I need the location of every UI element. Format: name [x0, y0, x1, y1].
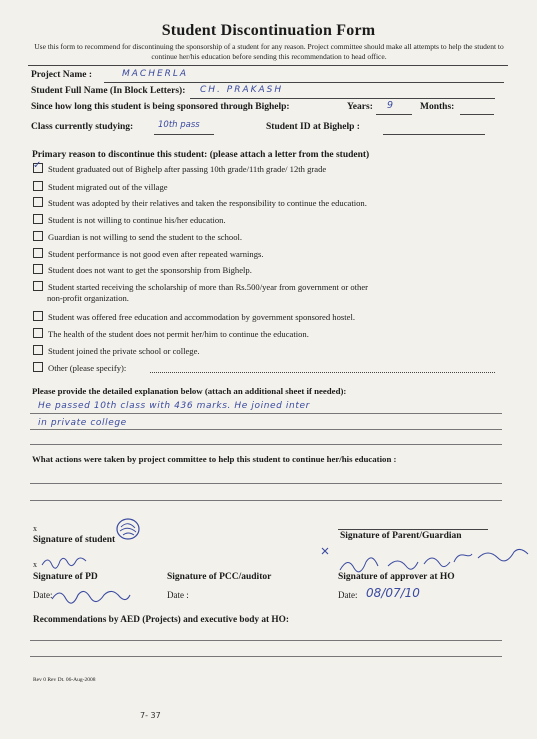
student-id-label: Student ID at Bighelp : [266, 122, 360, 132]
pd-signature-label: Signature of PD [33, 572, 98, 582]
explanation-label: Please provide the detailed explanation below (attach an additional sheet if needed): [32, 386, 347, 396]
reason-checkbox-private-school[interactable] [33, 345, 43, 355]
student-signature-label: Signature of student [33, 535, 116, 545]
student-name-line [190, 98, 495, 99]
reason-checkbox-migrated[interactable] [33, 181, 43, 191]
reason-label-no-sponsorship: Student does not want to get the sponsorship from Bighelp. [48, 265, 252, 275]
explanation-line-2 [30, 429, 502, 430]
explanation-text-2: in private college [38, 418, 127, 428]
reason-checkbox-hostel[interactable] [33, 311, 43, 321]
years-value: 9 [387, 100, 394, 111]
parent-signature-line [338, 529, 488, 530]
reason-not-willing [33, 214, 503, 226]
class-line [154, 134, 214, 135]
ho-date-value: 08/07/10 [366, 586, 420, 600]
recommendations-line-1 [30, 640, 502, 641]
pcc-signature-label: Signature of PCC/auditor [167, 572, 272, 582]
page-mark: 7- 37 [140, 711, 161, 720]
reason-guardian [33, 231, 503, 243]
reason-label-hostel: Student was offered free education and accommodation by government sponsored hostel. [48, 312, 355, 322]
explanation-text-1: He passed 10th class with 436 marks. He joined inter [38, 401, 310, 411]
class-label: Class currently studying: [31, 122, 134, 132]
actions-label: What actions were taken by project committee to help this student to continue her/his education : [32, 454, 397, 464]
actions-line-2 [30, 500, 502, 501]
actions-line-1 [30, 483, 502, 484]
project-name-line [104, 82, 504, 83]
ho-date-label: Date: [338, 590, 358, 600]
reason-label-other: Other (please specify): [48, 363, 127, 373]
reason-no-sponsorship [33, 264, 503, 276]
reason-performance [33, 248, 503, 260]
pd-date-label: Date: [33, 590, 53, 600]
approver-signature-label: Signature of approver at HO [338, 572, 455, 582]
reason-checkbox-scholarship[interactable] [33, 281, 43, 291]
reason-label-scholarship-cont: non-profit organization. [47, 293, 129, 303]
other-specify-line [150, 372, 495, 373]
student-thumb-stamp-icon [112, 515, 144, 543]
form-title: Student Discontinuation Form [161, 22, 376, 39]
student-x-mark: x [33, 524, 37, 533]
revision-note: Rev 0 Rev Dt. 06-Aug-2008 [33, 677, 96, 683]
form-intro: Use this form to recommend for discontinuing the sponsorship of a student for any reason. Project committee should make all attempts to help the student to continue her/his education before sending this recommendation to head office. [34, 42, 504, 61]
reason-checkbox-adopted[interactable] [33, 197, 43, 207]
student-id-line [383, 134, 485, 135]
reason-label-graduated: Student graduated out of Bighelp after passing 10th grade/11th grade/ 12th grade [48, 164, 327, 174]
sponsorship-duration-label: Since how long this student is being sponsored through Bighelp: [31, 102, 290, 112]
pd-date-scribble-icon [50, 585, 132, 607]
reason-migrated [33, 181, 503, 193]
recommendations-label: Recommendations by AED (Projects) and executive body at HO: [33, 615, 289, 625]
reason-health [33, 328, 503, 340]
explanation-line-1 [30, 413, 502, 414]
reason-label-guardian: Guardian is not willing to send the student to the school. [48, 232, 243, 242]
years-line [376, 114, 412, 115]
recommendations-line-2 [30, 656, 502, 657]
student-name-label: Student Full Name (In Block Letters): [31, 86, 186, 96]
pd-signature-scribble-icon [40, 555, 88, 571]
pd-x-mark: x [33, 560, 37, 569]
parent-signature-label: Signature of Parent/Guardian [340, 531, 462, 541]
months-line [460, 114, 494, 115]
header-divider [28, 65, 508, 66]
reason-label-health: The health of the student does not permit her/him to continue the education. [48, 329, 309, 339]
reason-label-not-willing: Student is not willing to continue his/her education. [48, 215, 226, 225]
reason-label-performance: Student performance is not good even after repeated warnings. [48, 249, 264, 259]
reason-label-private-school: Student joined the private school or college. [48, 346, 200, 356]
class-value: 10th pass [158, 120, 200, 130]
explanation-line-3 [30, 444, 502, 445]
reason-adopted [33, 197, 503, 209]
reason-label-adopted: Student was adopted by their relatives and taken the responsibility to continue the education. [48, 198, 367, 208]
reason-label-migrated: Student migrated out of the village [48, 182, 168, 192]
reason-private-school [33, 345, 503, 357]
pcc-date-label: Date : [167, 590, 189, 600]
reason-scholarship [33, 281, 503, 304]
student-name-value: CH. PRAKASH [200, 85, 284, 95]
reason-checkbox-not-willing[interactable] [33, 214, 43, 224]
project-name-label: Project Name : [31, 70, 93, 80]
reason-checkbox-graduated[interactable] [33, 163, 43, 173]
reason-checkbox-no-sponsorship[interactable] [33, 264, 43, 274]
months-label: Months: [420, 102, 455, 112]
years-label: Years: [347, 102, 373, 112]
reason-checkbox-health[interactable] [33, 328, 43, 338]
reasons-heading: Primary reason to discontinue this student: (please attach a letter from the student) [32, 150, 370, 160]
reason-label-scholarship: Student started receiving the scholarship of more than Rs.500/year from government or other [48, 282, 369, 292]
reason-checkbox-other[interactable] [33, 362, 43, 372]
reason-checkbox-guardian[interactable] [33, 231, 43, 241]
reason-hostel [33, 311, 503, 323]
reason-graduated [33, 163, 503, 175]
project-name-value: MACHERLA [122, 69, 189, 79]
reason-checkbox-performance[interactable] [33, 248, 43, 258]
